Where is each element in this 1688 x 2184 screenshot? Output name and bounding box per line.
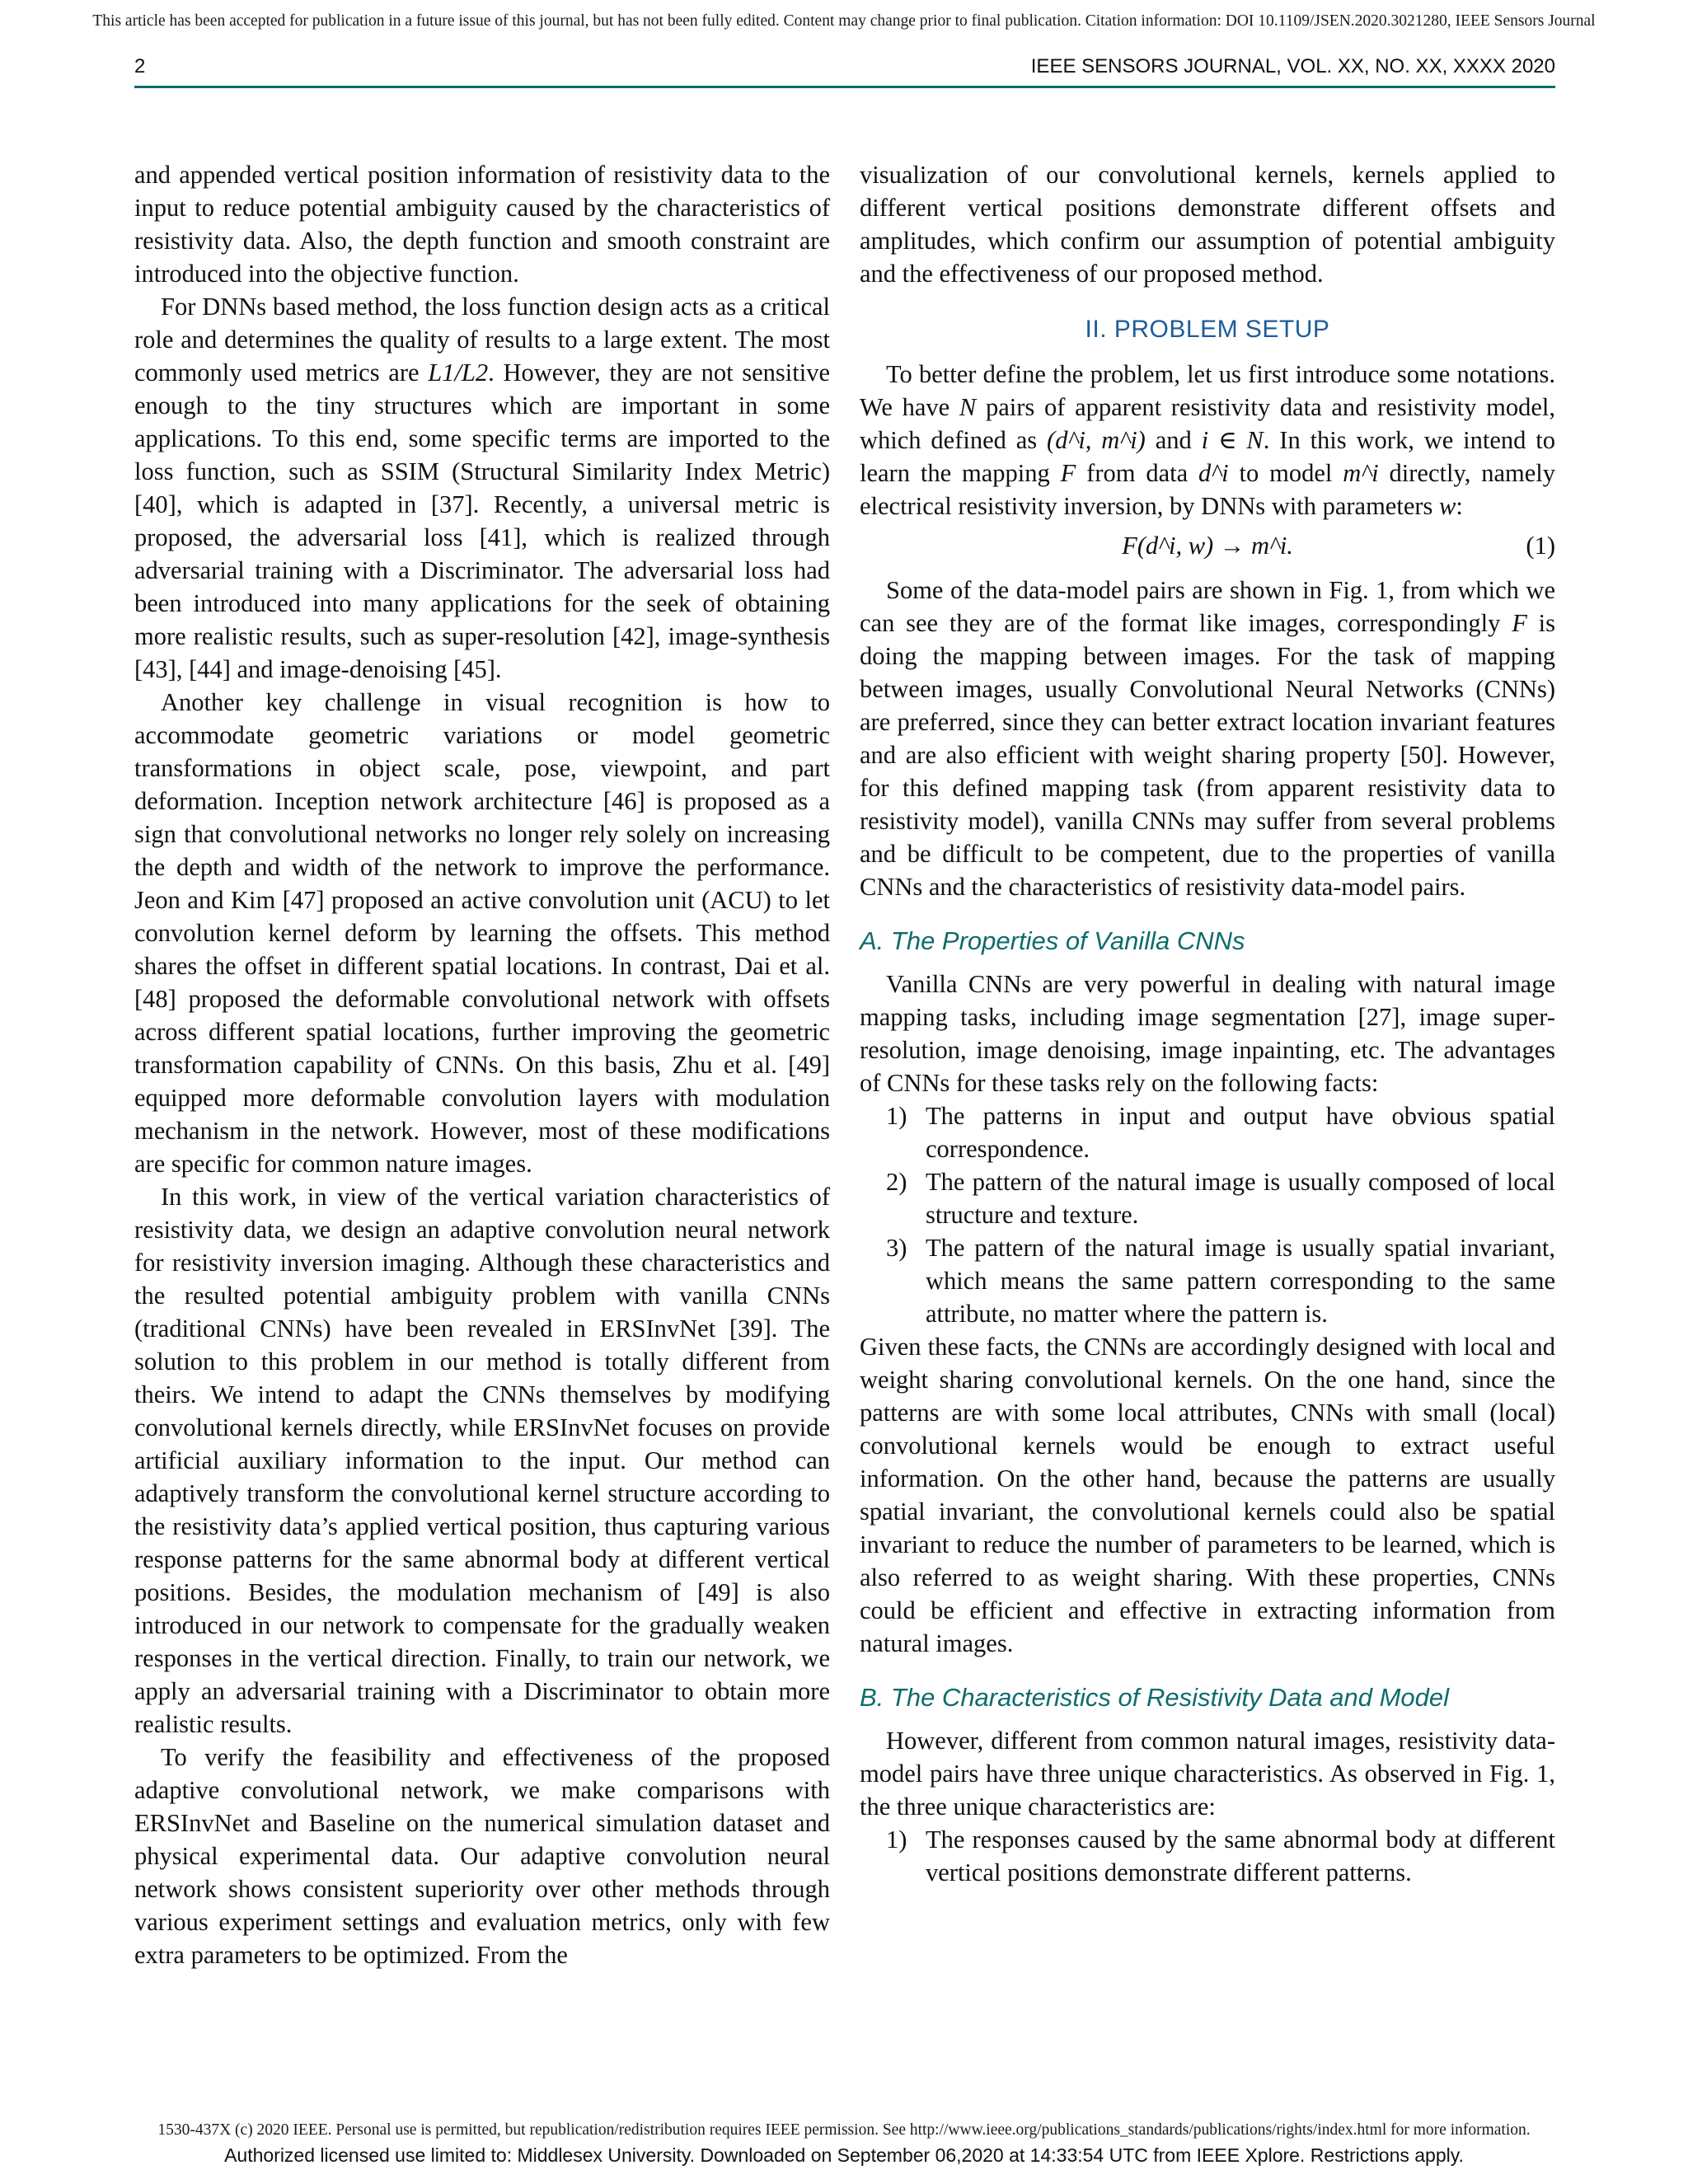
- equation-number: (1): [1526, 532, 1555, 560]
- paragraph: visualization of our convolutional kernels, kernels applied to different vertical positions demonstrate different offsets and amplitudes, which confirm our assumption of potential ambiguity and the effectiveness of our proposed method.: [860, 161, 1555, 288]
- list-item: 3) The pattern of the natural image is usually spatial invariant, which means the same pattern corresponding to the same attribute, no matter where the pattern is.: [886, 1234, 1555, 1328]
- paragraph: and appended vertical position information of resistivity data to the input to reduce potential ambiguity caused by the characteristics of resistivity data. Also, the depth function and smooth constraint are introduced into the objective function.: [134, 161, 830, 288]
- page-number: 2: [134, 55, 146, 77]
- equation-body: F(d^i, w) → m^i.: [1122, 532, 1293, 560]
- subsection-heading-a: A. The Properties of Vanilla CNNs: [860, 926, 1245, 955]
- list-item: 2) The pattern of the natural image is usually composed of local structure and texture.: [886, 1168, 1555, 1229]
- list-item: 1) The responses caused by the same abnormal body at different vertical positions demonstrate different patterns.: [886, 1825, 1555, 1886]
- list-item: 1) The patterns in input and output have obvious spatial correspondence.: [886, 1102, 1555, 1163]
- paragraph: In this work, in view of the vertical variation characteristics of resistivity data, we design an adaptive convolution neural network for resistivity inversion imaging. Although these characteristics and the resulted potential ambiguity problem with vanilla CNNs (traditional CNNs) have been revealed in ERSInvNet [39]. The solution to this problem in our method is totally different from theirs. We intend to adapt the CNNs themselves by modifying convolutional kernels directly, while ERSInvNet focuses on provide artificial auxiliary information to the input. Our method can adaptively transform the convolutional kernel structure according to the resistivity data’s applied vertical position, thus capturing various response patterns for the same abnormal body at different vertical positions. Besides, the modulation mechanism of [49] is also introduced in our network to compensate for the gradually weaken responses in the vertical direction. Finally, to train our network, we apply an adversarial training with a Discriminator to obtain more realistic results.: [134, 1183, 830, 1738]
- left-column: [134, 158, 830, 1971]
- paragraph: Some of the data-model pairs are shown in Fig. 1, from which we can see they are of the format like images, correspondingly F is doing the mapping between images. For the task of mapping between images, usually Convolutional Neural Networks (CNNs) are preferred, since they can better extract location invariant features and are also efficient with weight sharing property [50]. However, for this defined mapping task (from apparent resistivity data to resistivity model), vanilla CNNs may suffer from several problems and be difficult to be competent, due to the properties of vanilla CNNs and the characteristics of resistivity data-model pairs.: [860, 576, 1556, 901]
- paragraph: For DNNs based method, the loss function design acts as a critical role and determines the quality of results to a large extent. The most commonly used metrics are L1/L2. However, they are not sensitive enough to the tiny structures which are important in some applications. To this end, some specific terms are imported to the loss function, such as SSIM (Structural Similarity Index Metric) [40], which is adapted in [37]. Recently, a universal metric is proposed, the adversarial loss [41], which is realized through adversarial training with a Discriminator. The adversarial loss had been introduced into many applications for the seek of obtaining more realistic results, such as super-resolution [42], image-synthesis [43], [44] and image-denoising [45].: [134, 293, 831, 683]
- right-column: [860, 158, 1555, 1889]
- paragraph: Another key challenge in visual recognition is how to accommodate geometric variations or model geometric transformations in object scale, pose, viewpoint, and part deformation. Inception network architecture [46] is proposed as a sign that convolutional networks no longer rely solely on increasing the depth and width of the network to improve the performance. Jeon and Kim [47] proposed an active convolution unit (ACU) to let convolution kernel deform by learning the offsets. This method shares the offset in different spatial locations. In contrast, Dai et al. [48] proposed the deformable convolutional network with offsets across different spatial locations, further improving the geometric transformation capability of CNNs. On this basis, Zhu et al. [49] equipped more deformable convolution layers with modulation mechanism in the network. However, most of these modifications are specific for common nature images.: [134, 688, 830, 1178]
- journal-title: IEEE SENSORS JOURNAL, VOL. XX, NO. XX, XXXX 2020: [1030, 55, 1555, 77]
- paragraph: However, different from common natural images, resistivity data-model pairs have three unique characteristics. As observed in Fig. 1, the three unique characteristics are:: [860, 1727, 1555, 1821]
- section-heading: II. PROBLEM SETUP: [1085, 316, 1330, 343]
- paragraph: Given these facts, the CNNs are accordingly designed with local and weight sharing convolutional kernels. On the one hand, since the patterns are with some local attributes, CNNs with small (local) convolutional kernels would be enough to extract useful information. On the other hand, because the patterns are usually spatial invariant, the convolutional kernels could also be spatial invariant to reduce the number of parameters to be learned, which is also referred to as weight sharing. With these properties, CNNs could be efficient and effective in extracting information from natural images.: [860, 1333, 1555, 1657]
- accepted-article-notice: This article has been accepted for publication in a future issue of this journal, but has not been fully edited. Content may change prior to final publication. Citation information: DOI 10.1109/JSEN.2020.3021280, IEEE Sensors Journal: [92, 12, 1596, 30]
- facts-list: [860, 1099, 1555, 1330]
- characteristics-list: [860, 1823, 1555, 1889]
- paragraph: To better define the problem, let us first introduce some notations. We have N pairs of apparent resistivity data and resistivity model, which defined as (d^i, m^i) and i ∈ N. In this work, we intend to learn the mapping F from data d^i to model m^i directly, namely electrical resistivity inversion, by DNNs with parameters w:: [860, 360, 1555, 520]
- copyright-footer: 1530-437X (c) 2020 IEEE. Personal use is permitted, but republication/redistribution requires IEEE permission. See http://www.ieee.org/publications_standards/publications/rights/index.html for more information.: [157, 2121, 1531, 2139]
- math-inline: L1/L2: [428, 359, 489, 387]
- license-footer: Authorized licensed use limited to: Middlesex University. Downloaded on September 06,2020 at 14:33:54 UTC from IEEE Xplore. Restrictions apply.: [224, 2144, 1464, 2166]
- equation-1: [860, 529, 1555, 562]
- paragraph: Vanilla CNNs are very powerful in dealing with natural image mapping tasks, including image segmentation [27], image super-resolution, image denoising, image inpainting, etc. The advantages of CNNs for these tasks rely on the following facts:: [860, 970, 1555, 1097]
- running-header: [134, 53, 1555, 88]
- paragraph: To verify the feasibility and effectiveness of the proposed adaptive convolutional network, we make comparisons with ERSInvNet and Baseline on the numerical simulation dataset and physical experimental data. Our adaptive convolution neural network shows consistent superiority over other methods through various experiment settings and evaluation metrics, only with few extra parameters to be optimized. From the: [134, 1743, 830, 1969]
- subsection-heading-b: B. The Characteristics of Resistivity Data and Model: [860, 1683, 1449, 1712]
